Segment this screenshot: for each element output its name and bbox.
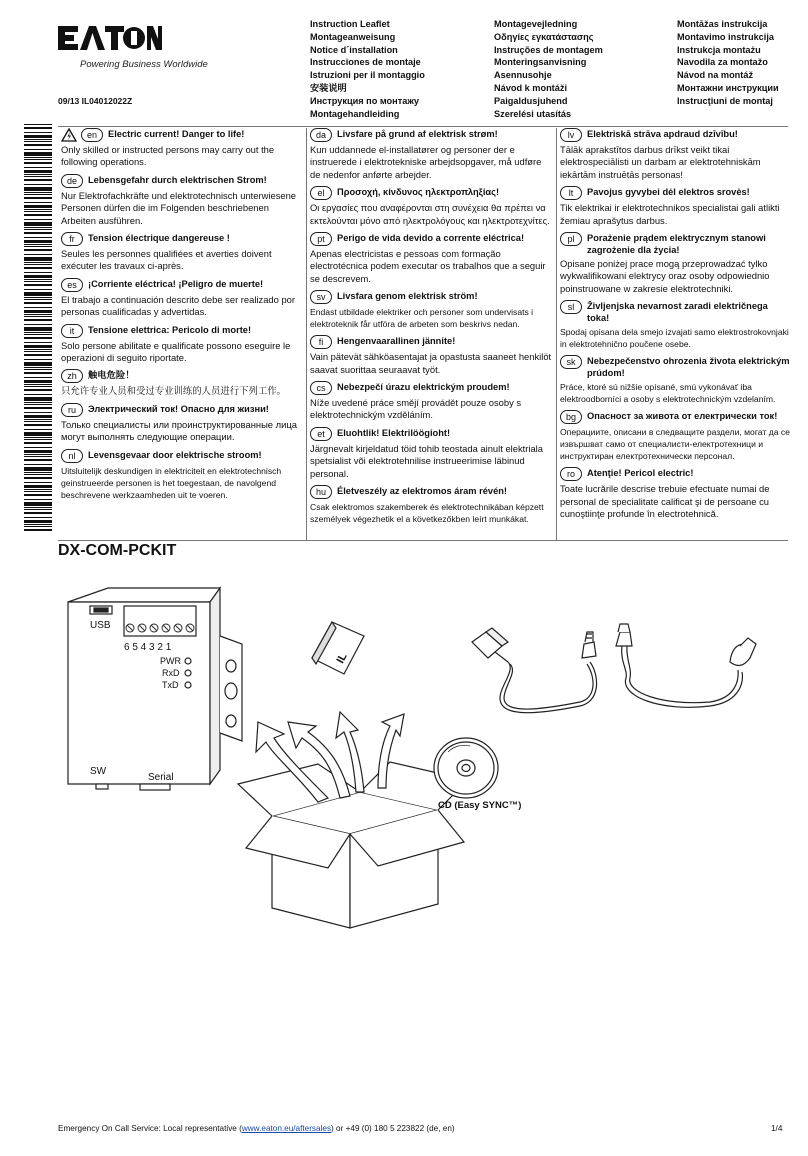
warning-heading: 触电危险！	[88, 370, 135, 381]
title-line: Navodila za montažo	[677, 57, 768, 68]
warning-section	[560, 186, 790, 227]
warning-heading: Pavojus gyvybei dėl elektros srovės!	[587, 187, 750, 198]
title-line: Монтажни инструкции	[677, 82, 779, 93]
warning-heading: Életveszély az elektromos áram révén!	[337, 486, 508, 497]
title-line: Instruções de montagem	[494, 44, 603, 55]
warning-text: Spodaj opisana dela smejo izvajati samo elektrostrokovnjaki in elektrotehnično poučene osebe.	[560, 327, 789, 350]
serial-cable-illustration	[472, 628, 597, 713]
device-module-illustration	[68, 588, 242, 790]
warning-heading: Electric current! Danger to life!	[108, 129, 245, 139]
title-line: Szerelési utasítás	[494, 108, 572, 119]
warning-section	[310, 427, 552, 480]
language-badge: fr	[61, 232, 83, 246]
warning-section	[61, 128, 301, 169]
leaflet-mark: IL	[334, 651, 350, 666]
warning-text: Csak elektromos szakemberek és elektrotechnikában képzett személyek végezhetik el a következőkben leírt munkákat.	[310, 502, 544, 525]
serial-port-label: Serial	[148, 772, 174, 783]
language-badge: da	[310, 128, 332, 142]
language-badge: cs	[310, 381, 332, 395]
footer-service-info	[58, 1124, 455, 1133]
warning-heading: Livsfare på grund af elektrisk strøm!	[337, 129, 498, 139]
language-badge: hu	[310, 485, 332, 499]
warning-text: Vain pätevät sähköasentajat ja opastusta saaneet henkilöt saavat suorittaa seuraavat työt.	[310, 351, 552, 375]
warning-text: Tik elektrikai ir elektrotechnikos specialistai gali atlikti žemiau aprašytus darbus.	[560, 202, 780, 226]
warnings-column-2	[310, 128, 552, 530]
warning-heading: ¡Corriente eléctrica! ¡Peligro de muerte!	[88, 278, 264, 289]
cd-label: CD (Easy SYNC™)	[438, 800, 522, 811]
warning-text: Только специалисты или проинструктированные лица могут выполнять следующие операции.	[61, 418, 297, 443]
language-badge: es	[61, 278, 83, 292]
titles-column-2	[494, 18, 603, 120]
packaging-box-illustration	[238, 762, 468, 928]
warning-section	[310, 381, 552, 422]
title-line: Istruzioni per il montaggio	[310, 70, 425, 81]
warning-text: Tālāk aprakstītos darbus drīkst veikt tikai elektrospeciālisti un darbam ar elektrotehniskām iekārtām instruētās personas!	[560, 144, 761, 180]
warnings-column-3	[560, 128, 790, 525]
warning-text: Toate lucrările descrise trebuie efectuate numai de personal de specialitate calificat şi de persoane cu cunoştiinţe profunde în electrotehnică.	[560, 483, 770, 520]
title-line: Instruction Leaflet	[310, 19, 390, 29]
footer-suffix: ) or +49 (0) 180 5 223822 (de, en)	[331, 1124, 455, 1133]
aftersales-link[interactable]: www.eaton.eu/aftersales	[241, 1124, 332, 1133]
warning-heading: Porażenie prądem elektrycznym stanowi zagrożenie dla życia!	[587, 233, 766, 256]
document-number: 09/13 IL04012022Z	[58, 96, 133, 106]
warning-text: Opisane poniżej prace mogą przeprowadzać tylko wykwalifikowani elektrycy oraz osoby odpowiednio poinstruowane w zakresie elektrotechniki.	[560, 258, 770, 294]
warning-heading: Опасност за живота от електрически ток!	[587, 411, 778, 422]
warning-heading: Lebensgefahr durch elektrischen Strom!	[88, 174, 267, 185]
warning-text: Apenas electricistas e pessoas com formação electrotécnica podem executar os trabalhos que a seguir se descrevem.	[310, 248, 546, 284]
warning-section	[560, 128, 790, 181]
titles-column-3	[677, 18, 779, 108]
footer-prefix: Emergency On Call Service: Local representative (	[58, 1124, 242, 1133]
title-line: 安装说明	[310, 82, 347, 93]
product-title: DX-COM-PCKIT	[58, 542, 177, 559]
warning-section	[61, 449, 301, 501]
warning-heading: Atenţie! Pericol electric!	[587, 468, 694, 479]
title-line: Notice d´installation	[310, 44, 398, 55]
title-line: Instrucţiuni de montaj	[677, 95, 773, 106]
usb-port-label: USB	[90, 620, 111, 631]
warnings-column-1	[61, 128, 301, 506]
warning-text: Seules les personnes qualifiées et averties doivent exécuter les travaux ci-après.	[61, 248, 272, 272]
language-badge: zh	[61, 369, 83, 383]
warning-section	[61, 403, 301, 444]
warning-section	[310, 128, 552, 181]
warning-section	[61, 324, 301, 365]
warning-section	[61, 278, 301, 319]
language-badge: pt	[310, 232, 332, 246]
language-badge: ru	[61, 403, 83, 417]
title-line: Montagevejledning	[494, 19, 578, 29]
warning-section	[310, 186, 552, 227]
warning-text: 只允许专业人员和受过专业训练的人员进行下列工作。	[61, 385, 287, 397]
led-pwr-label: PWR	[160, 656, 181, 666]
led-txd-label: TxD	[162, 680, 179, 690]
warning-text: Endast utbildade elektriker och personer som undervisats i elektroteknik får utföra de arbeten som beskrivs nedan.	[310, 307, 534, 330]
title-line: Návod na montáž	[677, 70, 754, 81]
language-badge: bg	[560, 410, 582, 424]
language-badge: sl	[560, 300, 582, 314]
divider	[58, 126, 788, 127]
terminal-numbers-label: 6 5 4 3 2 1	[124, 642, 172, 653]
column-divider	[306, 128, 307, 540]
warning-text: Операциите, описани в следващите раздели, могат да се извършват само от специалисти-електротехници и инструктиран електротехнически персонал.	[560, 427, 790, 462]
language-badge: et	[310, 427, 332, 441]
warning-section	[61, 232, 301, 273]
warning-heading: Электрический ток! Опасно для жизни!	[88, 403, 269, 414]
language-badge: sk	[560, 355, 582, 369]
warning-text: Only skilled or instructed persons may carry out the following operations.	[61, 144, 275, 168]
column-divider	[556, 128, 557, 540]
warning-section	[310, 232, 552, 285]
language-badge: it	[61, 324, 83, 338]
language-badge: fi	[310, 335, 332, 349]
warning-heading: Življenjska nevarnost zaradi električnega toka!	[587, 301, 768, 324]
title-line: Instrucciones de montaje	[310, 57, 421, 68]
warning-text: El trabajo a continuación descrito debe ser realizado por personas cualificadas y advertidas.	[61, 293, 295, 318]
warning-heading: Hengenvaarallinen jännite!	[337, 336, 456, 347]
leaflet-illustration	[312, 622, 364, 674]
divider	[58, 540, 788, 541]
warning-section	[560, 232, 790, 295]
barcode	[24, 124, 52, 534]
warning-section	[560, 410, 790, 462]
warning-section	[560, 355, 790, 405]
title-line: Monteringsanvisning	[494, 57, 587, 68]
language-badge: de	[61, 174, 83, 188]
warning-heading: Tensione elettrica: Pericolo di morte!	[88, 324, 252, 335]
title-line: Инструкция по монтажу	[310, 95, 419, 106]
warning-text: Práce, ktoré sú nižšie opísané, smú vykonávať iba elektroodborníci a osoby s elektrotechnickým vzdelaním.	[560, 382, 776, 405]
warning-text: Níže uvedené práce smějí provádět pouze osoby s elektrotechnickým vzděláním.	[310, 397, 522, 421]
switch-label: SW	[90, 766, 107, 777]
language-badge: el	[310, 186, 332, 200]
language-badge: lt	[560, 186, 582, 200]
title-line: Montavimo instrukcija	[677, 31, 774, 42]
title-line: Montāžas instrukcija	[677, 19, 768, 29]
cd-illustration	[434, 738, 498, 798]
warning-heading: Elektriskā strāva apdraud dzīvību!	[587, 129, 738, 139]
warning-section	[310, 485, 552, 525]
warning-section	[560, 300, 790, 350]
language-badge: lv	[560, 128, 582, 142]
warning-heading: Livsfara genom elektrisk ström!	[337, 291, 478, 302]
warning-heading: Tension électrique dangereuse !	[88, 233, 230, 244]
title-line: Montagehandleiding	[310, 108, 400, 119]
warning-heading: Nebezpečí úrazu elektrickým proudem!	[337, 382, 510, 393]
warning-heading: Προσοχή, κίνδυνος ηλεκτροπληξίας!	[337, 187, 500, 198]
titles-column-1	[310, 18, 425, 120]
warning-section	[61, 174, 301, 227]
warning-text: Kun uddannede el-installatører og personer der e instruerede i elektrotekniske arbejdsopgaver, må udføre de nedenfor anførte arbejder.	[310, 144, 542, 180]
warning-text: Järgnevalt kirjeldatud töid tohib teostada ainult elektriala spetsialist või elektrotehnilise instrueerimise läbinud personal.	[310, 442, 543, 479]
warning-heading: Levensgevaar door elektrische stroom!	[88, 449, 262, 460]
title-line: Montageanweisung	[310, 31, 396, 42]
warning-section	[310, 290, 552, 330]
warning-text: Solo persone abilitate e qualificate possono eseguire le operazioni di seguito riportate.	[61, 339, 291, 364]
title-line: Návod k montáži	[494, 82, 568, 93]
warning-text: Uitsluitelijk deskundigen in elektriciteit en elektrotechnisch geinstrueerde personen is het toegestaan, de navolgend beschrevene werkzaamheden uit te voeren.	[61, 465, 282, 500]
warning-heading: Perigo de vida devido a corrente eléctrica!	[337, 233, 525, 244]
warning-text: Nur Elektrofachkräfte und elektrotechnisch unterwiesene Personen dürfen die im Folgenden beschriebenen Arbeiten ausführen.	[61, 189, 297, 226]
title-line: Οδηγίες εγκατάστασης	[494, 31, 594, 42]
warning-heading: Nebezpečenstvo ohrozenia života elektrickým prúdom!	[587, 356, 790, 379]
language-badge: ro	[560, 467, 582, 481]
title-line: Instrukcja montażu	[677, 44, 761, 55]
warning-text: Οι εργασίες που αναφέρονται στη συνέχεια θα πρέπει να εκτελούνται μόνο από ηλεκτρολόγους και ηλεκτροτεχνίτες.	[310, 202, 550, 226]
title-line: Asennusohje	[494, 70, 552, 81]
warning-heading: Eluohtlik! Elektrilöögioht!	[337, 427, 451, 438]
language-badge: sv	[310, 290, 332, 304]
led-rxd-label: RxD	[162, 668, 180, 678]
eaton-logo	[58, 22, 162, 56]
kit-contents-illustration	[60, 566, 780, 936]
language-badge: pl	[560, 232, 582, 246]
title-line: Paigaldusjuhend	[494, 95, 568, 106]
language-badge: en	[81, 128, 103, 142]
warning-section	[560, 467, 790, 520]
page-number: 1/4	[771, 1124, 783, 1133]
warning-section	[310, 335, 552, 376]
usb-cable-illustration	[616, 624, 756, 707]
language-badge: nl	[61, 449, 83, 463]
warning-triangle-icon	[61, 128, 77, 142]
brand-tagline: Powering Business Worldwide	[80, 59, 208, 70]
warning-section	[61, 369, 301, 397]
